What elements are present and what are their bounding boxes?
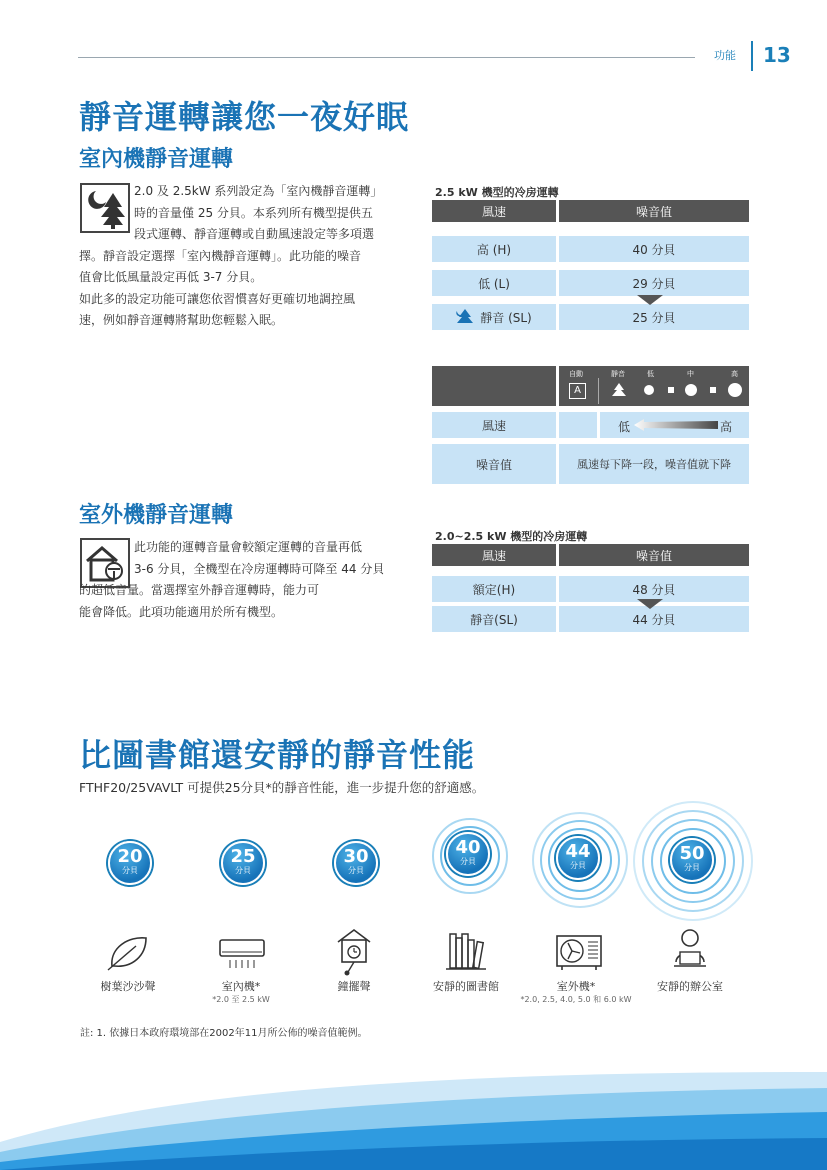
table1-header-noise: 噪音值 (559, 200, 749, 222)
mode-low-label: 低 (647, 370, 654, 378)
fan-speed-blank (559, 412, 597, 438)
decibel-badge (108, 841, 152, 885)
source-label: 安靜的圖書館 (433, 980, 499, 993)
table1-noise-cell: 29 分貝 (559, 270, 749, 296)
table2-noise-cell: 44 分貝 (559, 606, 749, 632)
decibel-unit: 分貝 (348, 866, 364, 875)
fan-mode-header (559, 366, 749, 406)
decibel-unit: 分貝 (460, 857, 476, 866)
table1-header-speed: 風速 (432, 200, 556, 222)
decibel-unit: 分貝 (570, 861, 586, 870)
header-separator (751, 41, 753, 71)
leaf-icon (106, 932, 150, 972)
table1-noise-cell: 40 分貝 (559, 236, 749, 262)
source-label: 安靜的辦公室 (657, 980, 723, 993)
table2-speed-cell: 靜音(SL) (432, 606, 556, 632)
section1-title: 靜音運轉讓您一夜好眠 (79, 98, 410, 136)
table2-caption: 2.0~2.5 kW 機型的冷房運轉 (435, 530, 588, 543)
page-number: 13 (763, 43, 791, 67)
quiet-mode-icon (456, 309, 474, 325)
fan-table-header-blank (432, 366, 556, 406)
table1-noise-cell: 25 分貝 (559, 304, 749, 330)
indoor-unit-icon (218, 936, 266, 970)
outdoor-unit-icon (554, 932, 604, 972)
noise-row-text: 風速每下降一段，噪音值就下降 (559, 444, 749, 484)
decibel-value: 50 (679, 843, 705, 864)
para-line: 3-6 分貝，全機型在冷房運轉時可降至 44 分貝 (134, 561, 385, 576)
table2-header-speed: 風速 (432, 544, 556, 566)
decibel-value: 25 (230, 846, 256, 867)
footnote: 註: 1. 依據日本政府環境部在2002年11月所公佈的噪音值範例。 (80, 1028, 368, 1039)
section3-lead: FTHF20/25VAVLT 可提供25分貝*的靜音性能，進一步提升您的舒適感。 (79, 780, 485, 795)
table1-speed-cell: 低 (L) (432, 270, 556, 296)
table1-caption: 2.5 kW 機型的冷房運轉 (435, 186, 559, 199)
para-line: 如此多的設定功能可讓您依習慣喜好更確切地調控風 (79, 291, 356, 306)
table2-header-noise: 噪音值 (559, 544, 749, 566)
table2-speed-cell: 額定(H) (432, 576, 556, 602)
down-arrow-icon (637, 295, 663, 305)
quiet-mode-icon (611, 382, 627, 398)
source-note: *2.0, 2.5, 4.0, 5.0 和 6.0 kW (520, 995, 632, 1004)
para-line: 的超低音量。當選擇室外靜音運轉時，能力可 (79, 583, 320, 597)
fan-level-icons (641, 382, 745, 398)
speed-gradient-cell (600, 412, 749, 438)
section2-para-b (79, 580, 414, 623)
header-rule (78, 57, 695, 58)
table1-speed-cell: 高 (H) (432, 236, 556, 262)
source-note: *2.0 至 2.5 kW (212, 995, 270, 1004)
auto-fan-icon: A (569, 383, 586, 399)
section-label: 功能 (714, 49, 736, 62)
decibel-unit: 分貝 (235, 866, 251, 875)
section3-title: 比圖書館還安靜的靜音性能 (79, 736, 476, 774)
para-line: 值會比低風量設定再低 3-7 分貝。 (79, 270, 263, 284)
para-line: 擇。靜音設定選擇「室內機靜音運轉」。此功能的噪音 (79, 248, 362, 263)
night-quiet-icon (80, 183, 130, 233)
speed-low-label: 低 (618, 420, 631, 434)
speed-high-label: 高 (720, 420, 733, 434)
office-worker-icon (668, 926, 712, 972)
section1-subtitle: 室內機靜音運轉 (79, 147, 234, 172)
speed-label: 靜音 (SL) (480, 310, 532, 325)
speed-gradient-arrow (634, 419, 718, 431)
source-label: 室外機* (556, 980, 596, 993)
decibel-unit: 分貝 (122, 866, 138, 875)
table1-speed-cell (432, 304, 556, 330)
down-arrow-icon (637, 599, 663, 609)
decibel-value: 44 (565, 841, 591, 862)
para-line: 此功能的運轉音量會較額定運轉的音量再低 (134, 540, 363, 554)
noise-row-label: 噪音值 (432, 444, 556, 484)
decibel-value: 30 (343, 846, 369, 867)
decibel-value: 20 (117, 846, 143, 867)
para-line: 時的音量僅 25 分貝。本系列所有機型提供五 (134, 205, 373, 220)
para-line: 能會降低。此項功能適用於所有機型。 (79, 604, 284, 619)
table2-noise-cell: 48 分貝 (559, 576, 749, 602)
section1-para-b (79, 246, 414, 332)
decibel-value: 40 (455, 837, 481, 858)
decibel-badge (670, 838, 714, 882)
source-label: 室內機* (221, 980, 261, 993)
mode-high-label: 高 (731, 370, 738, 378)
decibel-badge (446, 832, 490, 876)
decibel-badge (334, 841, 378, 885)
section1-para-a (134, 181, 414, 246)
decibel-badge (556, 836, 600, 880)
section2-para-a (134, 537, 414, 580)
mode-divider (598, 378, 599, 404)
decibel-unit: 分貝 (684, 863, 700, 872)
mode-mid-label: 中 (687, 370, 694, 378)
section2-subtitle: 室外機靜音運轉 (79, 503, 234, 528)
para-line: 2.0 及 2.5kW 系列設定為「室內機靜音運轉」 (134, 184, 383, 198)
fan-speed-row-label: 風速 (432, 412, 556, 438)
wave-decoration (0, 1062, 827, 1170)
decibel-badge (221, 841, 265, 885)
source-label: 樹葉沙沙聲 (100, 980, 156, 993)
para-line: 速，例如靜音運轉將幫助您輕鬆入眠。 (79, 313, 284, 327)
para-line: 段式運轉、靜音運轉或自動風速設定等多項選 (134, 227, 375, 241)
mode-auto-label: 自動 (569, 370, 583, 378)
library-books-icon (444, 928, 488, 972)
source-label: 鐘擺聲 (337, 980, 371, 993)
mode-quiet-label: 靜音 (611, 370, 625, 378)
cuckoo-clock-icon (332, 928, 376, 976)
